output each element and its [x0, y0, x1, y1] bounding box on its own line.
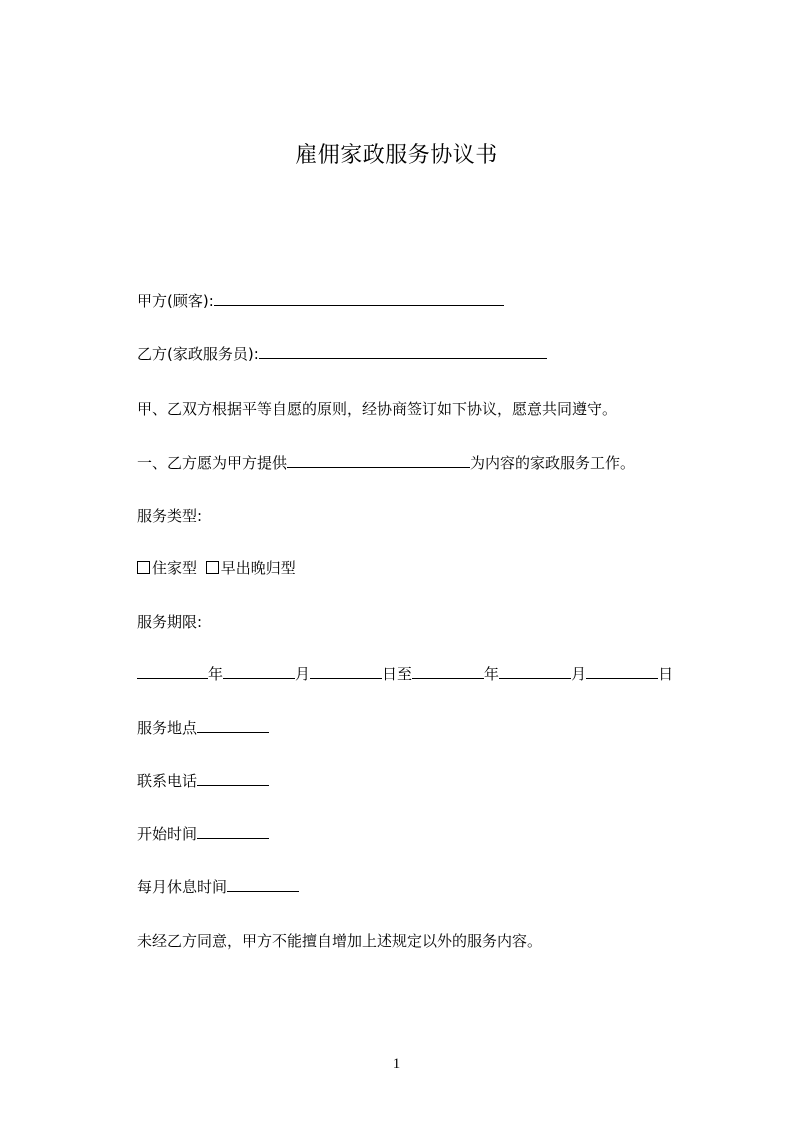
start-month-blank[interactable]: [223, 664, 295, 679]
month-label: 月: [571, 665, 587, 683]
monthly-rest-blank[interactable]: [227, 877, 299, 892]
clause-1-prefix: 一、乙方愿为甲方提供: [137, 454, 288, 472]
page-number: 1: [392, 1056, 401, 1072]
location-label: 服务地点: [137, 719, 198, 737]
monthly-rest-line: [137, 877, 299, 897]
to-label: 日至: [382, 665, 413, 683]
start-day-blank[interactable]: [310, 664, 382, 679]
party-b-label: 乙方(家政服务员):: [137, 345, 259, 363]
service-period-dates: [137, 664, 673, 684]
closing-text: 未经乙方同意，甲方不能擅自增加上述规定以外的服务内容。: [137, 932, 543, 950]
start-year-blank[interactable]: [137, 664, 208, 679]
year-label: 年: [208, 665, 224, 683]
start-time-line: [137, 824, 269, 844]
party-a-label: 甲方(顾客):: [137, 292, 214, 310]
intro-text: 甲、乙双方根据平等自愿的原则，经协商签订如下协议，愿意共同遵守。: [137, 400, 618, 418]
phone-line: [137, 771, 269, 791]
clause-1-suffix: 为内容的家政服务工作。: [470, 454, 636, 472]
location-line: [137, 718, 269, 738]
phone-blank[interactable]: [197, 771, 269, 786]
start-time-blank[interactable]: [197, 824, 269, 839]
monthly-rest-label: 每月休息时间: [137, 878, 228, 896]
service-type-label: 服务类型:: [137, 507, 203, 525]
start-time-label: 开始时间: [137, 825, 198, 843]
month-label: 月: [295, 665, 311, 683]
party-a-blank[interactable]: [214, 291, 504, 306]
checkbox-day-service[interactable]: [206, 561, 219, 574]
location-blank[interactable]: [197, 718, 269, 733]
end-month-blank[interactable]: [499, 664, 571, 679]
checkbox-live-in[interactable]: [137, 561, 150, 574]
clause-1: [137, 453, 635, 473]
party-a-line: [137, 291, 504, 311]
option-day-service-label: 早出晚归型: [220, 559, 296, 577]
service-type-options: [137, 558, 296, 578]
year-label: 年: [484, 665, 500, 683]
end-day-blank[interactable]: [586, 664, 658, 679]
end-year-blank[interactable]: [412, 664, 484, 679]
clause-1-blank[interactable]: [287, 453, 470, 468]
phone-label: 联系电话: [137, 772, 198, 790]
document-title: 雇佣家政服务协议书: [295, 143, 498, 168]
service-period-label: 服务期限:: [137, 613, 203, 631]
day-label: 日: [658, 665, 674, 683]
party-b-line: [137, 344, 547, 364]
party-b-blank[interactable]: [259, 344, 547, 359]
option-live-in-label: 住家型: [152, 559, 198, 577]
